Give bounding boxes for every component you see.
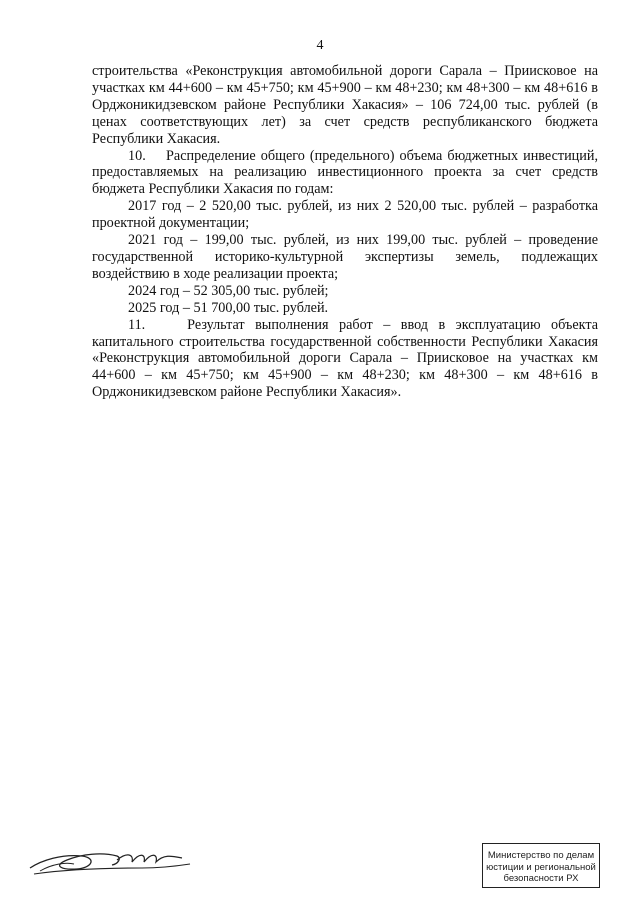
paragraph-year-2025: 2025 год – 51 700,00 тыс. рублей. — [128, 299, 329, 316]
ministry-stamp — [482, 843, 600, 888]
page-number: 4 — [316, 38, 324, 53]
handwritten-signature — [22, 838, 202, 883]
stamp-line: юстиции и региональной — [486, 861, 596, 873]
paragraph-year-2021: 2021 год – 199,00 тыс. рублей, из них 199,00 тыс. рублей – проведение государственной историко-культурной экспертизы земель, подлежащих воздействию в ходе реализации проекта; — [92, 232, 598, 282]
paragraph-item-11: 11. Результат выполнения работ – ввод в эксплуатацию объекта капитального строительства государственной собственности Республики Хакасия «Реконструкция автомобильной дороги Сарала – Приисковое на участках км 44+600 – км 45+750; км 45+900 – км 48+230; км 48+300 – км 48+616 в Орджоникидзевском районе Республики Хакасия». — [92, 316, 598, 401]
document-body — [92, 63, 598, 401]
stamp-line: безопасности РХ — [503, 873, 579, 884]
paragraph-continuation: строительства «Реконструкция автомобильной дороги Сарала – Приисковое на участках км 44+600 – км 45+750; км 45+900 – км 48+230; км 48+300 – км 48+616 в Орджоникидзевском районе Республики Хакасия» – 106 724,00 тыс. рублей (в ценах соответствующих лет) за счет средств республиканского бюджета Республики Хакасия. — [92, 63, 598, 147]
paragraph-year-2024: 2024 год – 52 305,00 тыс. рублей; — [128, 282, 329, 299]
paragraph-year-2017: 2017 год – 2 520,00 тыс. рублей, из них 2 520,00 тыс. рублей – разработка проектной документации; — [92, 198, 598, 232]
paragraph-item-10: 10. Распределение общего (предельного) объема бюджетных инвестиций, предоставляемых на реализацию инвестиционного проекта за счет средств бюджета Республики Хакасия по годам: — [92, 147, 598, 198]
stamp-line: Министерство по делам — [487, 850, 595, 861]
